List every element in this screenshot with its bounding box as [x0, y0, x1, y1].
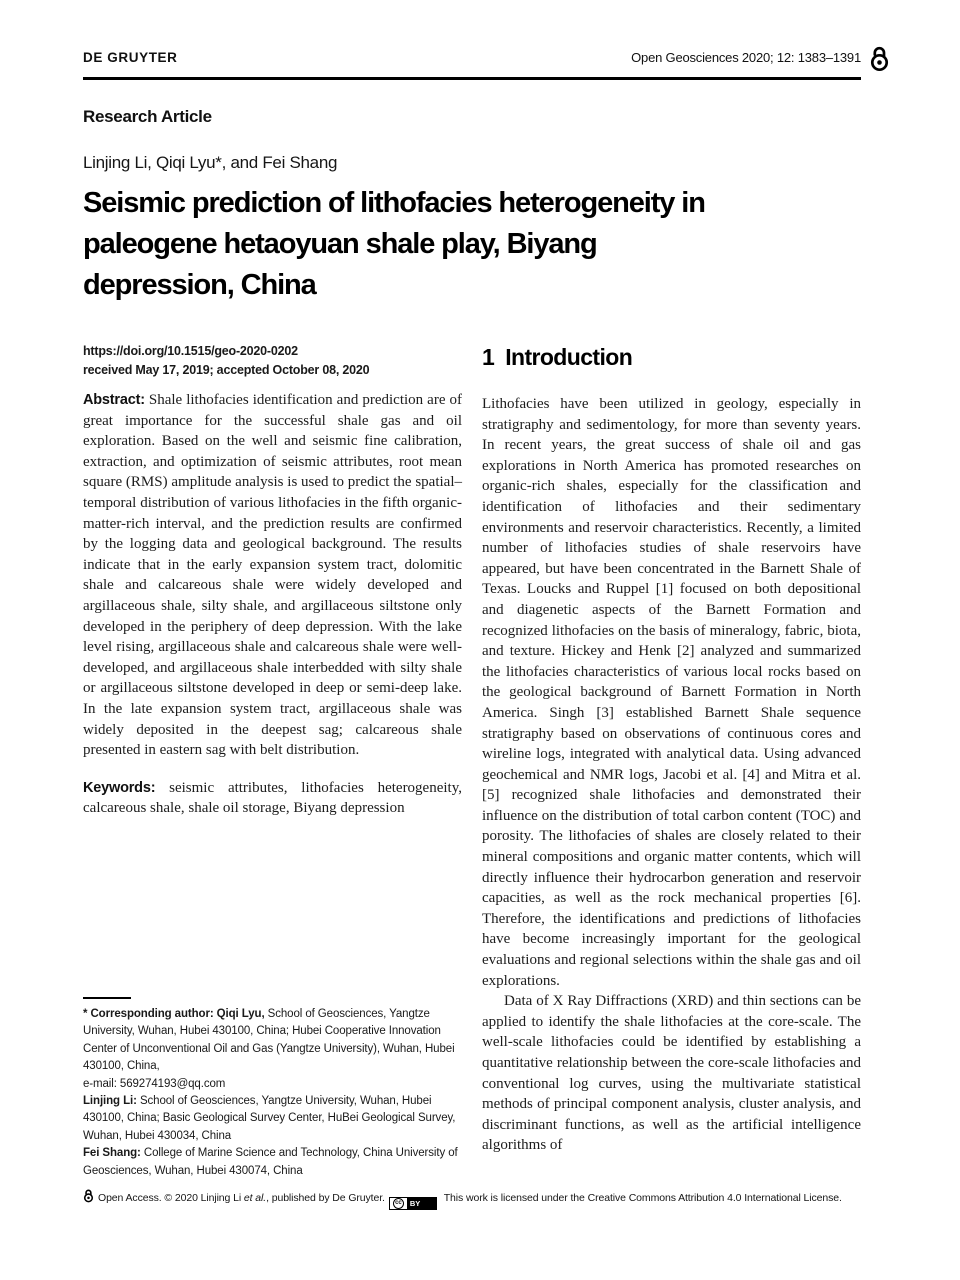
abstract-label: Abstract: — [83, 392, 145, 408]
keywords-label: Keywords: — [83, 779, 156, 796]
footnote-block — [83, 997, 462, 1180]
published-by: , published by De Gruyter. — [266, 1192, 385, 1204]
intro-paragraph-1: Lithofacies have been utilized in geology, especially in stratigraphy and sedimentology, for more than seventy years. In recent years, the great success of shale oil and gas explorations in North America has promoted researches on organic-rich shales, especially for the classification and identification of lithofacies and their sedimentary environments and reservoir characteristics. Recently, a limited number of lithofacies studies of shale reservoirs have appeared, but have been concentrated in the Barnett Shale of Texas. Loucks and Ruppel [1] focused on both depositional and diagenetic aspects of the Barnett Formation and recognized lithofacies on the basis of mineralogy, fabric, biota, and texture. Hickey and Henk [2] analyzed and summarized the lithofacies characteristics of various local rocks based on the geological background of Barnett Formation in North America. Singh [3] established Barnett Shale sequence stratigraphy based on observations of continuous cores and wireline logs, integrated with analytical data. Using advanced geochemical and NMR logs, Jacobi et al. [4] and Mitra et al. [5] recognized shale lithofacies and demonstrated their influence on the distribution of total carbon content (TOC) and porosity. The lithofacies of shales are closely related to their mineral compositions and organic matter contents, which will directly influence their hydrocarbon generation and reservoir capacities, as well as the rock mechanical properties [6]. Therefore, the identifications and predictions of lithofacies have become increasingly important for the geological evaluations and regional selections within the shale gas and oil explorations. — [482, 396, 861, 989]
right-column — [482, 342, 861, 1180]
open-access-lock-icon — [869, 46, 890, 77]
footnote-rule — [83, 997, 131, 999]
license-footer — [83, 1189, 877, 1210]
author-affiliation-note — [83, 1093, 462, 1145]
section-title: Introduction — [505, 344, 633, 370]
left-column — [83, 342, 462, 1180]
title-line-3: depression, China — [83, 269, 316, 301]
intro-paragraph-2: Data of X Ray Diffractions (XRD) and thin sections can be applied to identify the shale lithofacies at the core-scale. The well-scale lithofacies could be identified by establishing a quantitative relationship between the core-scale lithofacies and conventional log curves, using the multivariate statistical methods of principal component analysis, cluster analysis, and discriminant functions, as well as the artificial intelligence algorithms of — [482, 993, 861, 1154]
title-line-2: paleogene hetaoyuan shale play, Biyang — [83, 228, 597, 260]
cc-by-label: BY — [407, 1198, 436, 1209]
section-number: 1 — [482, 344, 495, 370]
article-type-label: Research Article — [83, 107, 212, 126]
received-accepted-dates: received May 17, 2019; accepted October 08, 2020 — [83, 362, 370, 377]
corresponding-author-email[interactable]: e-mail: 569274193@qq.com — [83, 1077, 226, 1090]
author-affiliation-note — [83, 1145, 462, 1180]
header-rule — [83, 77, 861, 80]
author3-label: Fei Shang: — [83, 1147, 141, 1160]
corresponding-author-label: * Corresponding author: Qiqi Lyu, — [83, 1007, 265, 1020]
title-line-1: Seismic prediction of lithofacies heterogeneity in — [83, 187, 705, 219]
section-heading-introduction — [482, 344, 861, 371]
license-statement: This work is licensed under the Creative Commons Attribution 4.0 International License. — [441, 1192, 842, 1204]
author2-text: School of Geosciences, Yangtze University, Wuhan, Hubei 430100, China; Basic Geological Survey Center, HuBei Geological Survey, Wuhan, Hubei 430034, China — [83, 1094, 456, 1142]
article-title — [83, 183, 877, 306]
doi-link[interactable]: https://doi.org/10.1515/geo-2020-0202 — [83, 344, 298, 358]
author2-label: Linjing Li: — [83, 1094, 137, 1107]
abstract-text: Shale lithofacies identification and prediction are of great importance for the successful shale gas and oil exploration. Based on the well and seismic fine calibration, extraction, and optimization of seismic attributes, root mean square (RMS) amplitude analysis is used to predict the spatial–temporal distribution of various lithofacies in the fifth organic-matter-rich interval, and the prediction results are confirmed by the logging data and geological background. The results indicate that in the early expansion system tract, dolomitic shale and calcareous shale were widely developed and argillaceous shale, silty shale, and argillaceous siltstone only developed in the periphery of deep depression. With the lake level rising, argillaceous shale and calcareous shale were well-developed, and argillaceous shale interbedded with silty shale or argillaceous siltstone developed in deep or semi-deep lake. In the late expansion system tract, argillaceous shale was widely deposited in the deepest sag; calcareous shale presented in eastern sag with belt distribution. — [83, 392, 462, 759]
journal-citation: Open Geosciences 2020; 12: 1383–1391 — [631, 50, 861, 65]
cc-icon: cc — [393, 1198, 404, 1209]
open-access-lock-icon — [83, 1189, 94, 1203]
publisher-logo: DE GRUYTER — [83, 50, 178, 65]
abstract-paragraph — [83, 390, 462, 761]
corresponding-author-text: School of Geosciences, Yangtze University, Wuhan, Hubei 430100, China; Hubei Cooperative Innovation Center of Unconventional Oil and Gas (Yangtze University), Wuhan, Hubei 430100, China, — [83, 1007, 455, 1073]
author3-text: College of Marine Science and Technology, China University of Geosciences, Wuhan, Hubei 430074, China — [83, 1147, 458, 1177]
cc-by-badge — [389, 1197, 437, 1210]
keywords-text: seismic attributes, lithofacies heterogeneity, calcareous shale, shale oil storage, Biyang depression — [83, 779, 462, 817]
authors-line: Linjing Li, Qiqi Lyu*, and Fei Shang — [83, 153, 338, 172]
masthead — [83, 50, 861, 65]
keywords-paragraph — [83, 778, 462, 819]
et-al-italic: et al. — [243, 1192, 267, 1204]
two-column-body — [83, 342, 877, 1180]
doi-block — [83, 342, 462, 379]
open-access-statement: Open Access. © 2020 Linjing Li — [98, 1192, 244, 1204]
corresponding-author-note — [83, 1006, 462, 1093]
